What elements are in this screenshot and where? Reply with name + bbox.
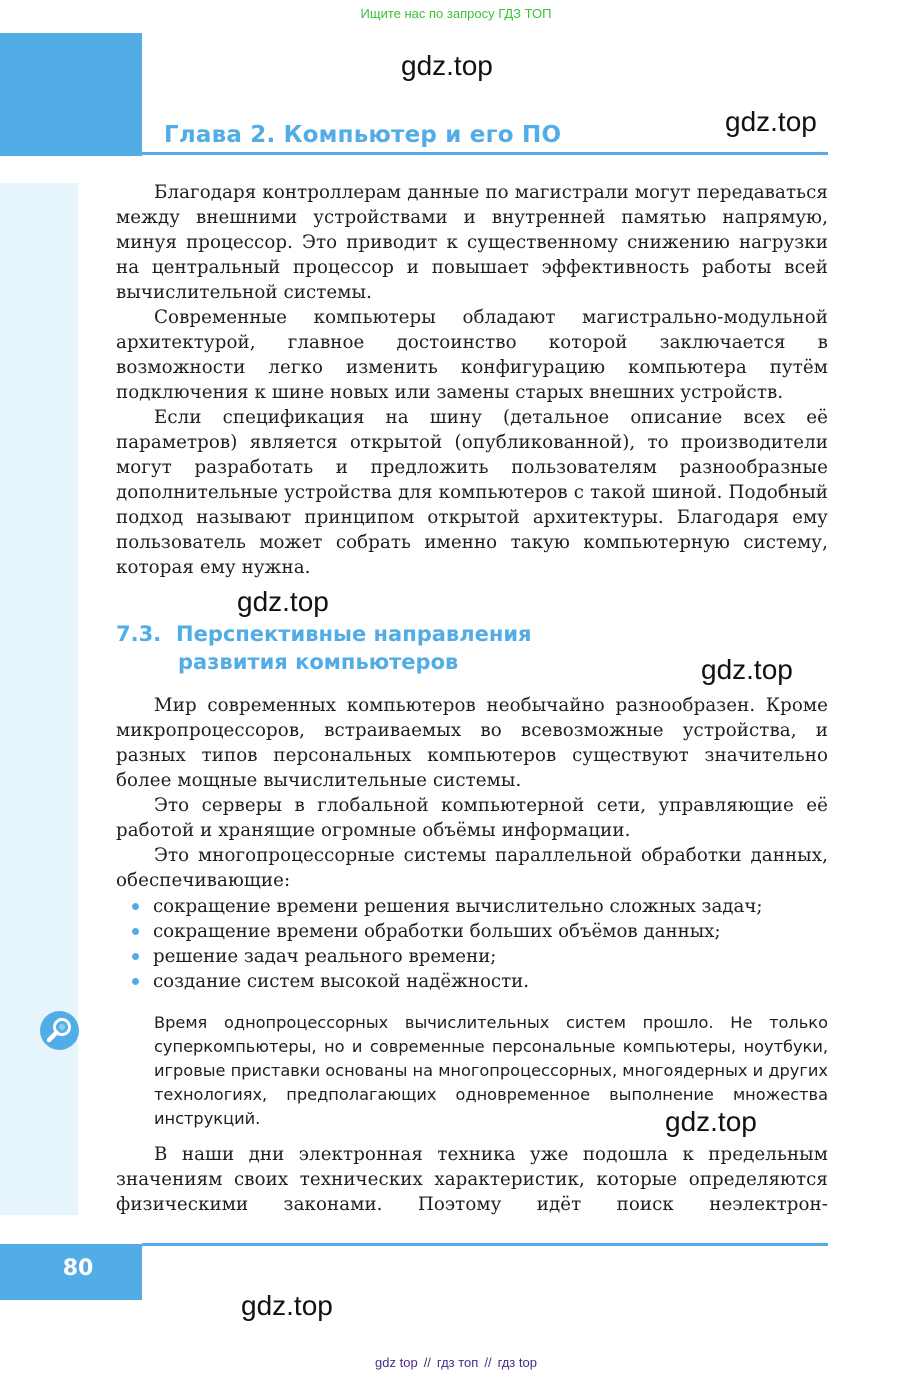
magnifier-icon <box>40 1011 79 1050</box>
watermark: gdz.top <box>665 1106 757 1137</box>
header-color-block <box>0 33 142 156</box>
footer-rule <box>142 1243 828 1246</box>
link-gdz-top-mixed[interactable]: гдз top <box>497 1355 537 1370</box>
section3-text <box>116 1142 828 1217</box>
section-title-line1: Перспективные направления <box>176 622 532 646</box>
chapter-title: Глава 2. Компьютер и его ПО <box>164 122 562 148</box>
paragraph: В наши дни электронная техника уже подошла к предельным значениям своих технических характеристик, которые определяются физическими законами. Поэтому идёт поиск неэлектрон- <box>116 1144 828 1215</box>
header-rule <box>142 152 828 155</box>
section-number: 7.3. <box>116 622 162 646</box>
link-gdz-top-ru[interactable]: гдз топ <box>436 1355 479 1370</box>
side-strip <box>0 183 78 1215</box>
section2-text <box>116 693 828 893</box>
list-item: сокращение времени обработки больших объёмов данных; <box>130 919 830 944</box>
link-separator: // <box>423 1355 431 1370</box>
page-number: 80 <box>62 1256 94 1281</box>
bullet-list <box>130 894 830 994</box>
watermark: gdz.top <box>701 654 793 685</box>
watermark: gdz.top <box>725 106 817 137</box>
watermark: gdz.top <box>237 586 329 617</box>
top-banner: Ищите нас по запросу ГДЗ ТОП <box>360 6 552 21</box>
list-item: создание систем высокой надёжности. <box>130 969 830 994</box>
paragraph: Если спецификация на шину (детальное описание всех её параметров) является открытой (опубликованной), то производители могут разработать и предложить пользователям разнообразные дополнительные устройства для компьютеров с такой шиной. Подобный подход называют принципом открытой архитектуры. Благодаря ему пользователь может собрать именно такую компьютерную систему, которая ему нужна. <box>116 407 828 578</box>
paragraph: Это многопроцессорные системы параллельной обработки данных, обеспечивающие: <box>116 845 828 891</box>
section-heading <box>116 620 532 676</box>
watermark: gdz.top <box>241 1290 333 1321</box>
link-separator: // <box>484 1355 492 1370</box>
paragraph: Это серверы в глобальной компьютерной сети, управляющие её работой и хранящие огромные объёмы информации. <box>116 795 828 841</box>
list-item: решение задач реального времени; <box>130 944 830 969</box>
link-gdz-top[interactable]: gdz top <box>375 1355 418 1370</box>
section1-text <box>116 180 828 580</box>
bottom-links <box>0 1355 912 1370</box>
watermark: gdz.top <box>401 50 493 81</box>
paragraph: Мир современных компьютеров необычайно разнообразен. Кроме микропроцессоров, встраиваемых во всевозможные устройства, и разных типов персональных компьютеров существуют значительно более мощные вычислительные системы. <box>116 695 828 791</box>
paragraph: Благодаря контроллерам данные по магистрали могут передаваться между внешними устройствами и внутренней памятью напрямую, минуя процессор. Это приводит к существенному снижению нагрузки на центральный процессор и повышает эффективность работы всей вычислительной системы. <box>116 182 828 303</box>
note-text: Время однопроцессорных вычислительных систем прошло. Не только суперкомпьютеры, но и современные персональные компьютеры, ноутбуки, игровые приставки основаны на многопроцессорных, многоядерных и других технологиях, предполагающих одновременное выполнение множества инструкций. <box>154 1013 828 1128</box>
paragraph: Современные компьютеры обладают магистрально-модульной архитектурой, главное достоинство которой заключается в возможности легко изменить конфигурацию компьютера путём подключения к шине новых или замены старых внешних устройств. <box>116 307 828 403</box>
section-title-line2: развития компьютеров <box>178 650 459 674</box>
list-item: сокращение времени решения вычислительно сложных задач; <box>130 894 830 919</box>
